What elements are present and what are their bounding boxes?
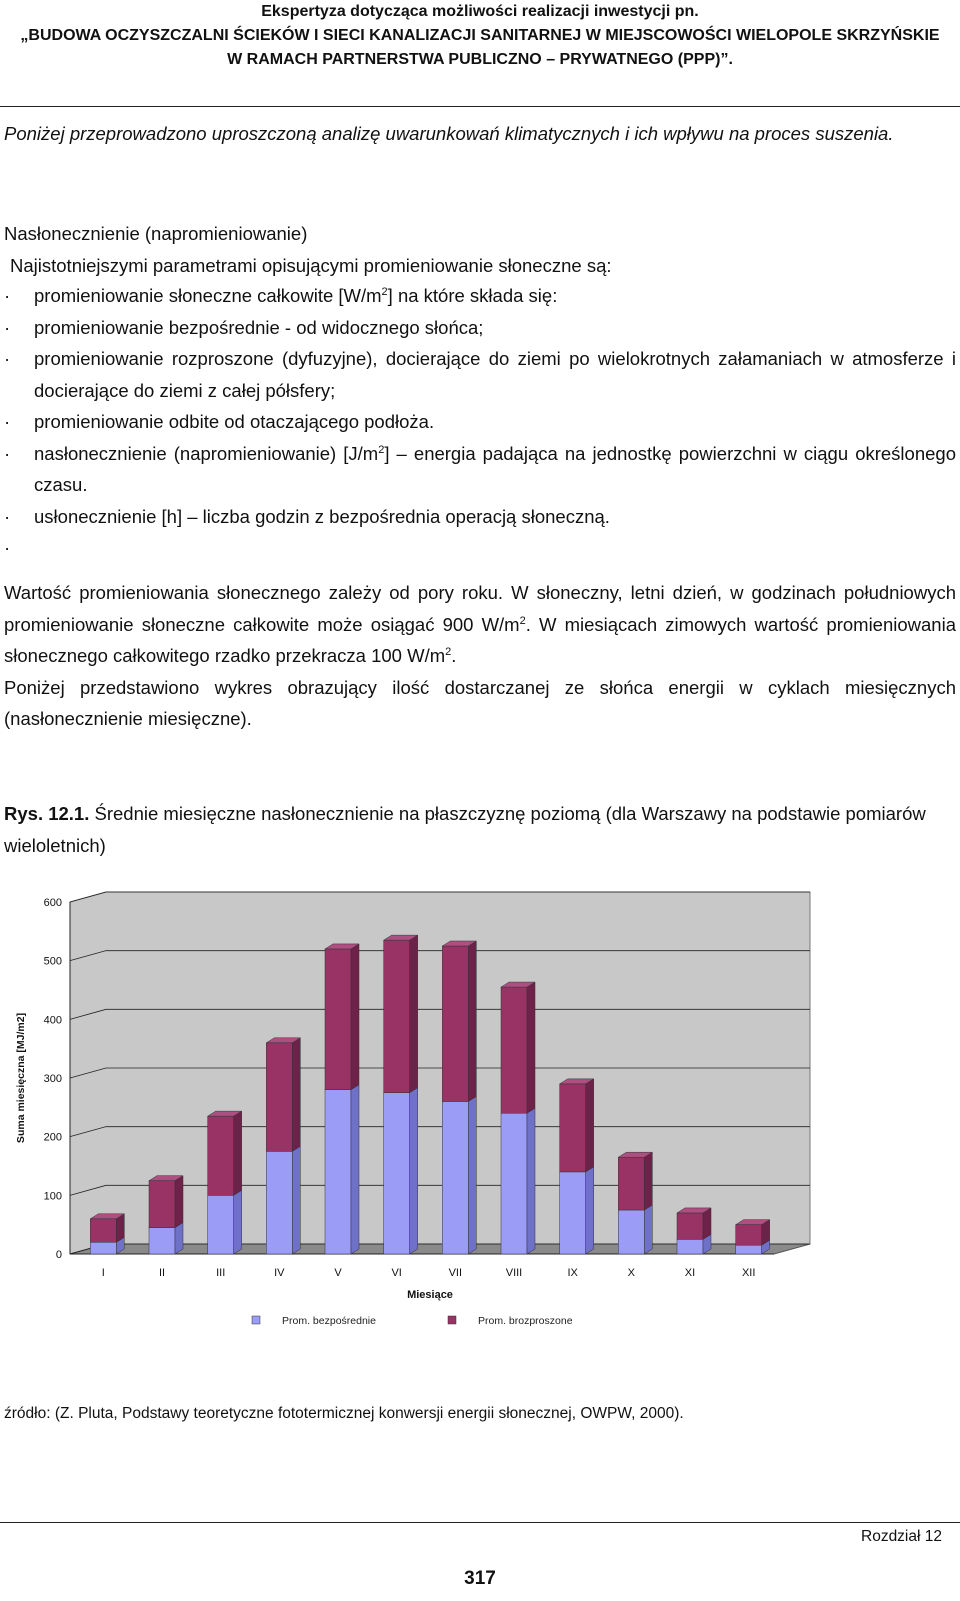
chart-svg (4, 874, 820, 1344)
bar-side (292, 1038, 300, 1152)
bullet-marker: · (4, 505, 11, 527)
bar-segment (677, 1213, 703, 1239)
x-tick-label: II (158, 1267, 166, 1279)
bullet-marker: · (4, 348, 11, 369)
y-tick-label: 100 (43, 1190, 62, 1203)
bar-side (644, 1205, 652, 1254)
bar-segment (736, 1225, 762, 1246)
bar-side (175, 1176, 183, 1228)
list-item-text: nasłonecznienie (napromieniowanie) [J/m (34, 442, 379, 464)
superscript: 2 (381, 285, 388, 298)
bar-side (410, 1088, 418, 1254)
y-tick-label: 500 (43, 955, 62, 968)
bar-side (586, 1079, 594, 1172)
header-divider (0, 106, 960, 107)
bar-side (586, 1167, 594, 1254)
bar-segment (560, 1172, 586, 1254)
bar-side (351, 1085, 359, 1254)
header-line-3: W RAMACH PARTNERSTWA PUBLICZNO – PRYWATNEGO (PPP)”. (227, 51, 733, 68)
bar-segment (618, 1157, 644, 1210)
x-tick-label: VIII (505, 1267, 523, 1279)
list-item (4, 343, 956, 406)
list-item-text: promieniowanie słoneczne całkowite [W/m (34, 285, 382, 306)
list-item (4, 438, 956, 501)
section-title: Nasłonecznienie (napromieniowanie) (4, 223, 308, 244)
bar-segment (501, 987, 527, 1113)
footer-divider (0, 1522, 960, 1523)
section-lead: Najistotniejszymi parametrami opisującymi promieniowanie słoneczne są: (10, 255, 612, 276)
y-tick-label: 300 (43, 1073, 62, 1085)
superscript: 2 (378, 443, 385, 456)
bar-segment (90, 1242, 116, 1254)
x-tick-label: VII (448, 1267, 463, 1279)
y-tick-label: 600 (43, 897, 62, 909)
bar-side (234, 1111, 242, 1195)
bar-segment (618, 1210, 644, 1254)
list-item-text: ] na które składa się: (387, 285, 558, 306)
bar-side (234, 1190, 242, 1254)
bar-segment (442, 1101, 468, 1254)
bar-segment (501, 1113, 527, 1254)
bullet-marker: · (4, 285, 11, 306)
x-tick-label: III (216, 1267, 226, 1279)
list-item (4, 501, 956, 533)
bullet-marker: · (4, 411, 11, 432)
x-tick-label: XI (684, 1267, 696, 1279)
bar-side (468, 1096, 476, 1254)
intro-paragraph: Poniżej przeprowadzono uproszczoną analizę uwarunkowań klimatycznych i ich wpływu na proces suszenia. (4, 123, 894, 144)
bar-side (644, 1152, 652, 1210)
legend-label: Prom. brozproszone (478, 1315, 573, 1327)
bar-segment (266, 1043, 292, 1152)
x-tick-label: VI (391, 1267, 402, 1279)
bar-side (527, 1108, 535, 1254)
bar-segment (384, 940, 410, 1093)
bar-segment (325, 1090, 351, 1254)
x-tick-label: I (101, 1267, 105, 1279)
bar-segment (208, 1116, 234, 1195)
page-number: 317 (464, 1568, 496, 1589)
list-item (4, 406, 956, 438)
bar-side (527, 982, 535, 1113)
list-item-text: promieniowanie rozproszone (dyfuzyjne), docierające do ziemi po wielokrotnych załamaniach w atmosferze i docierające do ziemi z całej półsfery; (34, 348, 956, 401)
list-item-text: promieniowanie odbite od otaczającego podłoża. (34, 411, 435, 432)
parameter-list (4, 280, 956, 558)
legend-label: Prom. bezpośrednie (282, 1315, 376, 1327)
bar-segment (208, 1195, 234, 1254)
bar-segment (325, 949, 351, 1090)
list-item-text: promieniowanie bezpośrednie - od widocznego słońca; (34, 316, 484, 338)
legend-swatch (252, 1316, 260, 1324)
bar-segment (384, 1093, 410, 1254)
superscript: 2 (445, 645, 452, 658)
bar-side (703, 1208, 711, 1239)
superscript: 2 (519, 614, 526, 627)
y-tick-label: 400 (43, 1014, 62, 1027)
list-item (4, 280, 956, 312)
bar-segment (736, 1245, 762, 1254)
x-tick-label: V (334, 1267, 342, 1279)
list-item-text: ] – energia padająca na jednostkę powierzchni w ciągu określonego czasu. (34, 442, 956, 495)
paragraph-text: Wartość promieniowania słonecznego zależy od pory roku. W słoneczny, letni dzień, w godzinach południowych promieniowanie słoneczne całkowite może osiągać 900 W/m (4, 582, 956, 635)
bar-side (292, 1146, 300, 1254)
bar-segment (442, 946, 468, 1101)
bullet-marker: · (4, 537, 11, 558)
figure-title: Średnie miesięczne nasłonecznienie na płaszczyznę poziomą (dla Warszawy na podstawie pomiarów wieloletnich) (4, 803, 926, 856)
list-item (4, 312, 956, 344)
source-note: źródło: (Z. Pluta, Podstawy teoretyczne fototermicznej konwersji energii słonecznej, OWPW, 2000). (4, 1405, 684, 1422)
figure-caption (4, 798, 956, 861)
bar-segment (149, 1228, 175, 1254)
bar-segment (677, 1239, 703, 1254)
x-tick-label: IX (567, 1267, 578, 1279)
figure-label: Rys. 12.1. (4, 803, 90, 824)
x-axis-title: Miesiące (407, 1289, 453, 1301)
x-tick-label: X (627, 1267, 636, 1279)
paragraph-text: Poniżej przedstawiono wykres obrazujący ilość dostarczanej ze słońca energii w cyklach miesięcznych (nasłonecznienie miesięczne). (4, 676, 956, 729)
y-axis-title: Suma miesięczna [MJ/m2] (15, 1012, 27, 1144)
document-header (0, 0, 960, 72)
body-paragraph (4, 577, 956, 735)
header-line-2: „BUDOWA OCZYSZCZALNI ŚCIEKÓW I SIECI KANALIZACJI SANITARNEJ W MIEJSCOWOŚCI WIELOPOLE SKRZYŃSKIE (20, 27, 940, 44)
bar-side (351, 944, 359, 1090)
bar-side (468, 941, 476, 1101)
insolation-chart (4, 874, 820, 1344)
bar-segment (560, 1084, 586, 1172)
y-tick-label: 0 (55, 1249, 62, 1261)
bar-side (410, 935, 418, 1093)
bar-side (175, 1223, 183, 1254)
paragraph-text: . (451, 645, 457, 666)
header-line-1: Ekspertyza dotycząca możliwości realizacji inwestycji pn. (261, 3, 699, 20)
bar-segment (149, 1181, 175, 1228)
y-tick-label: 200 (43, 1131, 62, 1144)
bar-segment (266, 1151, 292, 1254)
chapter-label: Rozdział 12 (861, 1528, 942, 1545)
list-item-text: usłonecznienie [h] – liczba godzin z bezpośrednia operacją słoneczną. (34, 505, 610, 527)
x-tick-label: IV (274, 1267, 285, 1279)
x-tick-label: XII (741, 1267, 756, 1279)
bullet-marker: · (4, 316, 11, 338)
bullet-marker: · (4, 442, 11, 464)
bar-segment (90, 1219, 116, 1242)
legend-swatch (448, 1316, 456, 1324)
paragraph-text: . W miesiącach zimowych wartość promieniowania słonecznego całkowitego rzadko przekracza 100 W/m (4, 613, 956, 666)
